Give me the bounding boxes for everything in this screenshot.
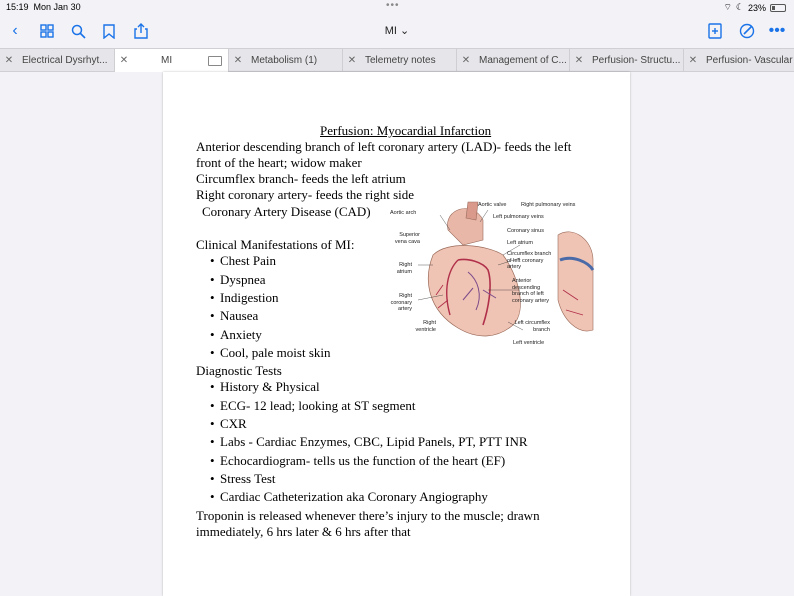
- tab-metabolism[interactable]: ✕ Metabolism (1): [229, 49, 343, 72]
- status-bar: [0, 0, 794, 14]
- text-line: Right coronary artery- feeds the right side: [196, 187, 415, 202]
- list-item: • Cool, pale moist skin: [220, 345, 331, 361]
- more-icon[interactable]: •••: [768, 22, 786, 39]
- text-line: front of the heart; widow maker: [196, 155, 362, 170]
- tab-telemetry-notes[interactable]: ✕ Telemetry notes: [343, 49, 457, 72]
- toolbar: [0, 14, 794, 48]
- list-item: • Cardiac Catheterization aka Coronary Angiography: [220, 489, 488, 505]
- label-right-ventricle: Right ventricle: [415, 320, 436, 333]
- list-item: • Indigestion: [220, 290, 279, 306]
- list-item: • CXR: [220, 416, 247, 432]
- list-item: • ECG- 12 lead; looking at ST segment: [220, 398, 415, 414]
- label-right-coronary-artery: Right coronary artery: [390, 293, 412, 312]
- text-line: Circumflex branch- feeds the left atrium: [196, 171, 406, 186]
- list-item: • Echocardiogram- tells us the function of the heart (EF): [220, 453, 505, 469]
- close-tab-icon[interactable]: ✕: [574, 55, 584, 66]
- close-tab-icon[interactable]: ✕: [119, 55, 129, 66]
- document-title-menu[interactable]: MI ⌄: [384, 25, 410, 37]
- list-item: • History & Physical: [220, 379, 320, 395]
- tab-management[interactable]: ✕ Management of C...: [457, 49, 570, 72]
- label-superior-vena-cava: Superior vena cava: [394, 232, 420, 245]
- new-page-icon[interactable]: [704, 20, 726, 42]
- tab-bar: [0, 48, 794, 72]
- tab-mi[interactable]: ✕ MI: [115, 49, 229, 72]
- battery-icon: [770, 4, 786, 12]
- back-chevron-icon[interactable]: ‹: [12, 22, 18, 39]
- list-item: • Stress Test: [220, 471, 276, 487]
- label-coronary-sinus: Coronary sinus: [507, 228, 544, 234]
- label-right-atrium: Right atrium: [396, 262, 412, 275]
- close-tab-icon[interactable]: ✕: [233, 55, 243, 66]
- label-left-pulmonary-veins: Left pulmonary veins: [493, 214, 544, 220]
- label-left-ventricle: Left ventricle: [513, 340, 545, 346]
- close-tab-icon[interactable]: ✕: [347, 55, 357, 66]
- label-right-pulmonary-veins: Right pulmonary veins: [521, 202, 576, 208]
- list-item: • Nausea: [220, 308, 258, 324]
- label-left-atrium: Left atrium: [507, 240, 533, 246]
- text-line: Anterior descending branch of left coronary artery (LAD)- feeds the left: [196, 139, 572, 154]
- label-left-circumflex-branch: Left circumflex branch: [514, 320, 550, 333]
- close-tab-icon[interactable]: ✕: [688, 55, 698, 66]
- text-line: Coronary Artery Disease (CAD): [202, 204, 371, 219]
- label-circumflex-branch: Circumflex branch of left coronary artery: [507, 251, 552, 270]
- tab-electrical-dysrhythmias[interactable]: ✕ Electrical Dysrhyt...: [0, 49, 115, 72]
- diagnostic-heading: Diagnostic Tests: [196, 363, 282, 378]
- page-title: Perfusion: Myocardial Infarction: [320, 123, 492, 138]
- tab-perfusion-vascular[interactable]: ✕ Perfusion- Vascular: [684, 49, 794, 72]
- status-right: [723, 2, 786, 13]
- label-aortic-arch: Aortic arch: [390, 210, 417, 216]
- text-line: Troponin is released whenever there’s injury to the muscle; drawn: [196, 508, 540, 523]
- close-tab-icon[interactable]: ✕: [4, 55, 14, 66]
- document-page[interactable]: [163, 72, 630, 596]
- moon-icon: ☾: [735, 2, 744, 12]
- battery-percent: 23%: [747, 2, 766, 13]
- heart-diagram: [388, 200, 598, 350]
- status-time-date: 15:19 Mon Jan 30: [6, 2, 81, 12]
- label-anterior-descending: Anterior descending branch of left coronary artery: [512, 278, 549, 304]
- multitasking-dots[interactable]: •••: [386, 0, 400, 11]
- close-tab-icon[interactable]: ✕: [461, 55, 471, 66]
- list-item: • Anxiety: [220, 327, 262, 343]
- list-item: • Labs - Cardiac Enzymes, CBC, Lipid Panels, PT, PTT INR: [220, 434, 528, 450]
- wifi-icon: ⌔: [723, 2, 732, 12]
- markup-pen-icon[interactable]: [736, 20, 758, 42]
- text-line: immediately, 6 hrs later & 6 hrs after that: [196, 524, 411, 539]
- list-item: • Dyspnea: [220, 272, 266, 288]
- split-view-icon[interactable]: [208, 56, 222, 66]
- tab-perfusion-structure[interactable]: ✕ Perfusion- Structu...: [570, 49, 684, 72]
- list-item: • Chest Pain: [220, 253, 276, 269]
- clinical-heading: Clinical Manifestations of MI:: [196, 237, 355, 252]
- label-aortic-valve: Aortic valve: [478, 202, 507, 208]
